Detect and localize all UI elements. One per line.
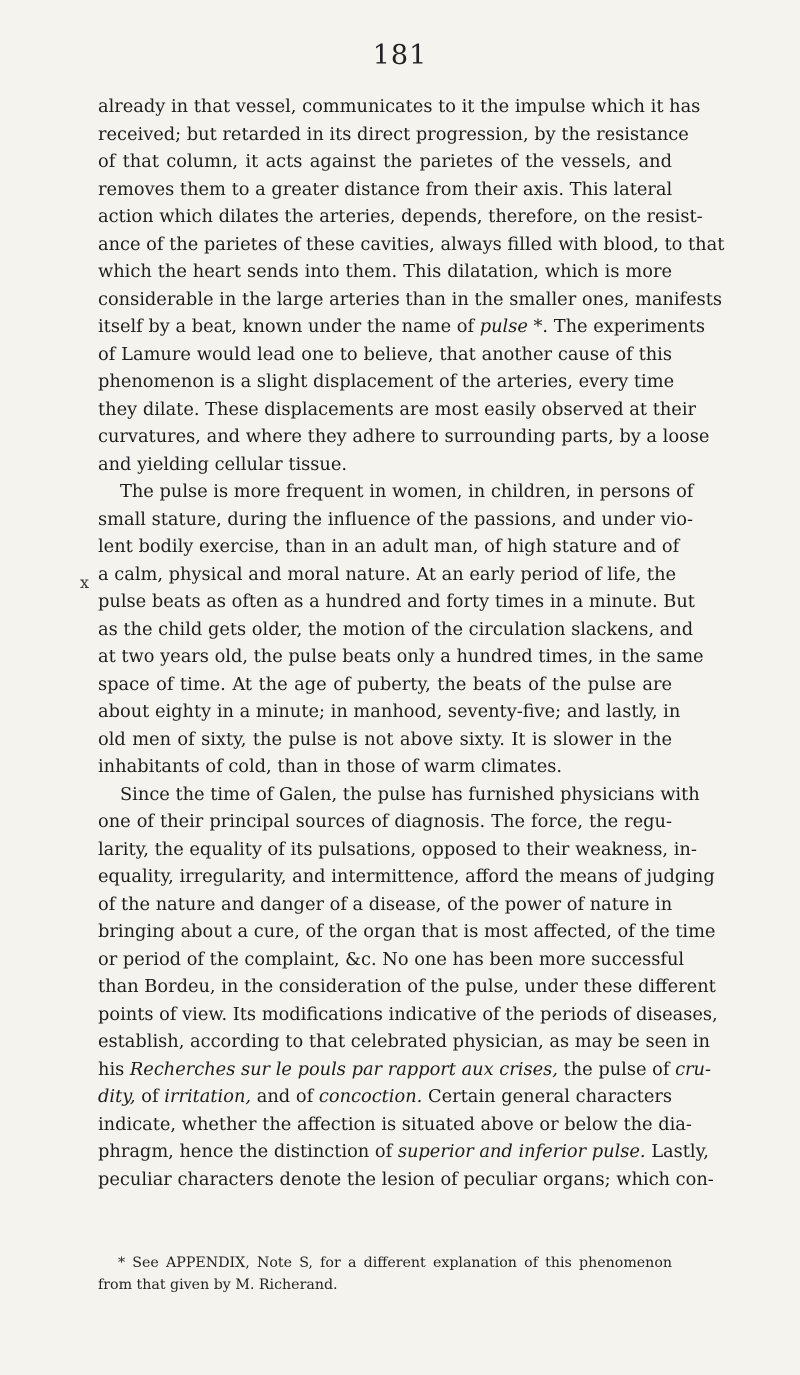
- text-line: as the child gets older, the motion of the circulation slackens, and: [98, 618, 694, 640]
- text-line: larity, the equality of its pulsations, opposed to their weakness, in-: [98, 838, 697, 860]
- italic-title: Recherches sur le pouls par rapport aux crises,: [129, 1058, 558, 1080]
- body-text: [98, 93, 725, 1193]
- text-line: they dilate. These displacements are most easily observed at their: [98, 398, 697, 420]
- text-line: already in that vessel, communicates to it the impulse which it has: [98, 96, 701, 117]
- text-line: pulse beats as often as a hundred and forty times in a minute. But: [98, 591, 695, 612]
- text-line: at two years old, the pulse beats only a hundred times, in the same: [98, 646, 704, 667]
- text-line: action which dilates the arteries, depends, therefore, on the resist-: [98, 206, 703, 227]
- text-line: Since the time of Galen, the pulse has furnished physicians with: [120, 783, 700, 805]
- text-line: removes them to a greater distance from their axis. This lateral: [98, 178, 673, 200]
- text-line: [98, 1138, 709, 1166]
- text-line: about eighty in a minute; in manhood, seventy-five; and lastly, in: [98, 701, 681, 722]
- text-line: equality, irregularity, and intermittence, afford the means of judging: [98, 866, 715, 887]
- text-line: of that column, it acts against the parietes of the vessels, and: [98, 151, 672, 172]
- text-line: a calm, physical and moral nature. At an early period of life, the: [98, 563, 677, 585]
- text-line: old men of sixty, the pulse is not above sixty. It is slower in the: [98, 728, 672, 750]
- text-fragment: *. The experiments: [527, 316, 705, 337]
- italic-term: irritation,: [164, 1086, 252, 1107]
- text-line: curvatures, and where they adhere to surrounding parts, by a loose: [98, 426, 710, 447]
- italic-term: concoction.: [318, 1086, 423, 1107]
- text-line: of Lamure would lead one to believe, that another cause of this: [98, 343, 672, 365]
- text-line: of the nature and danger of a disease, of the power of nature in: [98, 893, 673, 915]
- footnote-line: from that given by M. Richerand.: [98, 1277, 338, 1293]
- text-line: peculiar characters denote the lesion of peculiar organs; which con-: [98, 1168, 714, 1190]
- text-line: and yielding cellular tissue.: [98, 453, 348, 475]
- text-line: which the heart sends into them. This dilatation, which is more: [98, 261, 672, 282]
- text-line: lent bodily exercise, than in an adult man, of high stature and of: [98, 536, 680, 557]
- marginal-mark: x: [80, 573, 90, 592]
- text-line: or period of the complaint, &c. No one has been more successful: [98, 948, 685, 970]
- text-fragment: the pulse of: [557, 1058, 676, 1080]
- text-fragment: phragm, hence the distinction of: [98, 1141, 393, 1162]
- text-fragment: Lastly,: [645, 1141, 709, 1162]
- text-fragment: itself by a beat, known under the name of: [98, 316, 475, 337]
- text-line: [98, 313, 705, 341]
- page-number: 181: [372, 40, 428, 71]
- text-line: The pulse is more frequent in women, in children, in persons of: [120, 481, 694, 502]
- text-line: considerable in the large arteries than in the smaller ones, manifests: [98, 288, 723, 310]
- text-line: establish, according to that celebrated physician, as may be seen in: [98, 1031, 710, 1052]
- text-line: space of time. At the age of puberty, the beats of the pulse are: [98, 673, 672, 695]
- text-line: one of their principal sources of diagnosis. The force, the regu-: [98, 811, 672, 832]
- text-line: ance of the parietes of these cavities, always filled with blood, to that: [98, 233, 725, 255]
- italic-term: pulse: [479, 316, 528, 337]
- footnote: [98, 1252, 672, 1296]
- text-line: points of view. Its modifications indicative of the periods of diseases,: [98, 1003, 718, 1025]
- italic-term: dity,: [98, 1086, 136, 1107]
- footnote-line: * See APPENDIX, Note S, for a different explanation of this phenomenon: [118, 1255, 672, 1271]
- text-line: than Bordeu, in the consideration of the pulse, under these different: [98, 976, 716, 997]
- text-line: indicate, whether the affection is situated above or below the dia-: [98, 1113, 692, 1135]
- text-line: received; but retarded in its direct progression, by the resistance: [98, 123, 689, 145]
- italic-term: cru-: [675, 1058, 711, 1080]
- text-fragment: Certain general characters: [422, 1086, 672, 1107]
- text-line: [98, 1083, 672, 1111]
- text-line: [98, 1056, 711, 1084]
- text-line: phenomenon is a slight displacement of the arteries, every time: [98, 371, 675, 392]
- text-line: small stature, during the influence of the passions, and under vio-: [98, 508, 693, 530]
- italic-term: superior and inferior pulse.: [397, 1141, 646, 1162]
- text-line: inhabitants of cold, than in those of warm climates.: [98, 756, 563, 777]
- text-fragment: of: [135, 1086, 165, 1107]
- text-fragment: his: [98, 1058, 125, 1080]
- text-fragment: and of: [251, 1086, 319, 1107]
- text-line: bringing about a cure, of the organ that is most affected, of the time: [98, 921, 716, 942]
